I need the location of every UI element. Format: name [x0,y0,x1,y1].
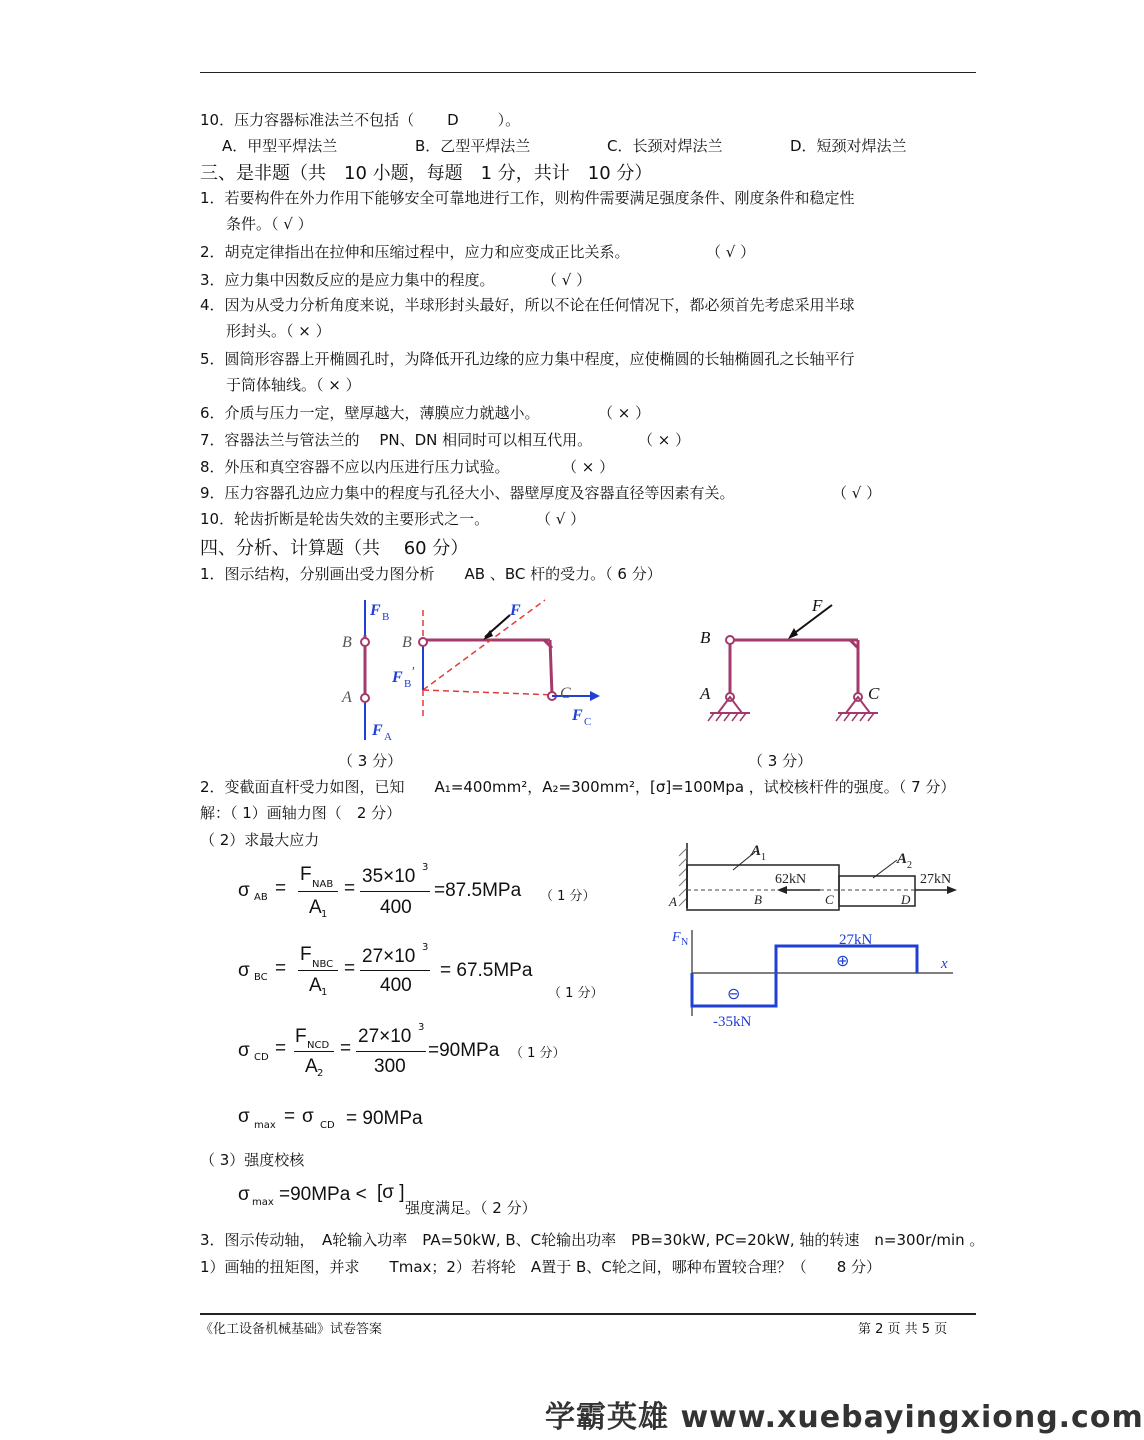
formula-max-sigma: σ [238,1106,250,1127]
fig2-label-fn: F [672,930,681,945]
fig1-label-fa-sub: A [384,731,392,743]
formula-ab-result: =87.5MPa [434,880,522,901]
tf-item-10-mark: （ √ ） [536,510,586,528]
tf-item-2-mark: （ √ ） [706,243,756,261]
q10-stem [200,109,520,130]
q3-line1: 3．图示传动轴， A轮输入功率 PA=50kW, B、C轮输出功率 PB=30kW, PC=20kW, 轴的转速 n=300r/min 。 [200,1231,985,1249]
fig2-minus-sign: ⊖ [727,984,741,1003]
fig2-diagram [665,838,975,1033]
fig1r-label-b: B [700,628,711,647]
q10-option-d: D．短颈对焊法兰 [790,137,907,155]
fig2-label-27kn: 27kN [920,872,952,887]
tf-item-6-mark: （ × ） [598,404,651,422]
q2-step3: （ 3）强度校核 [200,1151,305,1169]
fig2-label-a1: A [751,843,762,859]
tf-item-7-mark: （ × ） [638,431,691,449]
footer-rule [200,1313,976,1315]
watermark: 学霸英雄 www.xuebayingxiong.com [545,1400,1144,1435]
footer-left: 《化工设备机械基础》试卷答案 [200,1322,383,1337]
tf-item-7: 7．容器法兰与管法兰的 PN、DN 相同时可以相互代用。 [200,431,593,449]
fig2-label-a2: A [897,851,908,867]
q2-step2: （ 2）求最大应力 [200,831,320,849]
section4-title: 四、分析、计算题（共 60 分） [200,538,469,559]
formula-bc-num: F [300,944,312,965]
formula-ab-num2: 35×10 [362,866,416,887]
fig1-label-b2: B [402,634,412,651]
q3-line2: 1）画轴的扭矩图，并求 Tmax；2）若将轮 A置于 B、C轮之间，哪种布置较合理？（ 8 分） [200,1258,882,1276]
fig2-label-fn-sub: N [681,937,689,948]
formula-bc-score: （ 1 分） [548,986,604,1001]
formula-max-result: = 90MPa [346,1108,423,1129]
fig1-label-fbp: F [392,669,403,686]
fig2-label-neg: -35kN [713,1014,752,1030]
q1-score-right: （ 3 分） [748,752,813,770]
formula-ab-sub: AB [254,892,268,903]
tf-item-5-line2: 于筒体轴线。（ × ） [226,376,361,394]
q10-option-c: C．长颈对焊法兰 [607,137,723,155]
tf-item-1-line1: 1．若要构件在外力作用下能够安全可靠地进行工作，则构件需要满足强度条件、刚度条件和稳定性 [200,189,855,207]
section3-title: 三、是非题（共 10 小题，每题 1 分，共计 10 分） [200,163,653,184]
fig2-label-a: A [669,894,677,909]
fig1-label-fb: F [370,602,381,619]
fig1r-label-f: F [812,596,823,615]
formula-bc-den-sub: 1 [321,987,328,998]
formula-max-sigma2: σ [302,1106,314,1127]
formula-bc-den: A [309,975,322,996]
fig1r-label-c: C [868,684,880,703]
tf-item-3: 3．应力集中因数反应的是应力集中的程度。 [200,271,495,289]
formula-cd-den: A [305,1056,318,1077]
q1-text: 1．图示结构，分别画出受力图分析 AB 、BC 杆的受力。（ 6 分） [200,565,662,583]
footer-right: 第 2 页 共 5 页 [858,1322,948,1337]
q10-stem-text: 10．压力容器标准法兰不包括（ [200,111,415,129]
tf-item-8: 8．外压和真空容器不应以内压进行压力试验。 [200,458,510,476]
fig2-label-a2-sub: 2 [907,860,912,871]
fig1-label-fa: F [372,722,383,739]
formula-bc-den2: 400 [380,975,412,996]
q2-step1: 解：（ 1）画轴力图（ 2 分） [200,804,402,822]
fig1-label-fbp-sub: B [404,678,412,690]
formula-cd-den-sub: 2 [317,1068,324,1079]
formula-check-sub: max [252,1197,274,1208]
formula-bc-sub: BC [254,972,268,983]
fig1-label-a: A [342,689,352,706]
formula-cd-num2: 27×10 [358,1026,412,1047]
fig1-label-fc: F [572,707,583,724]
fig1-label-b: B [342,634,352,651]
formula-bc-num2: 27×10 [362,946,416,967]
q10-answer: D [447,111,459,129]
formula-max-rhs-sub: CD [320,1120,335,1131]
q10-close: ）。 [497,111,521,129]
tf-item-9: 9．压力容器孔边应力集中的程度与孔径大小、器壁厚度及容器直径等因素有关。 [200,484,735,502]
formula-cd-sub: CD [254,1052,269,1063]
formula-ab-den: A [309,897,322,918]
formula-cd-sigma: σ [238,1040,250,1061]
formula-max-lhs-sub: max [254,1120,276,1131]
formula-check-bracket: [σ ] [377,1182,405,1203]
fig1-label-c: C [560,685,571,702]
fig1-label-fc-sub: C [584,716,592,728]
formula-check-sigma: σ [238,1184,250,1205]
formula-cd-score: （ 1 分） [510,1046,566,1061]
fig1-label-fbp-prime: ′ [412,665,416,680]
tf-item-6: 6．介质与压力一定，壁厚越大，薄膜应力就越小。 [200,404,540,422]
formula-ab-den2: 400 [380,897,412,918]
formula-bc-sigma: σ [238,960,250,981]
formula-bc-num-sub: NBC [312,959,334,970]
tf-item-3-mark: （ √ ） [542,271,592,289]
formula-bc-result: = 67.5MPa [440,960,533,981]
fig1r-label-a: A [700,684,711,703]
formula-cd-num: F [295,1026,307,1047]
formula-ab-den-sub: 1 [321,909,328,920]
formula-ab-sigma: σ [238,880,250,901]
fig1-label-f: F [510,602,521,619]
formula-cd-exp: 3 [418,1022,425,1033]
tf-item-9-mark: （ √ ） [832,484,882,502]
formula-cd-den2: 300 [374,1056,406,1077]
header-rule [200,72,976,73]
fig2-label-62kn: 62kN [775,872,807,887]
q10-option-a: A．甲型平焊法兰 [222,137,338,155]
formula-cd-result: =90MPa [428,1040,500,1061]
tf-item-4-line1: 4．因为从受力分析角度来说，半球形封头最好，所以不论在任何情况下，都必须首先考虑采用半球 [200,296,855,314]
tf-item-2: 2．胡克定律指出在拉伸和压缩过程中，应力和应变成正比关系。 [200,243,630,261]
formula-bc-exp: 3 [422,942,429,953]
fig2-label-x: x [941,956,948,972]
fig1-left-diagram [330,590,620,750]
fig2-plus-sign: ⊕ [836,951,850,970]
q10-option-b: B．乙型平焊法兰 [415,137,531,155]
formula-check-result: =90MPa < [279,1184,367,1205]
fig2-label-pos: 27kN [839,932,873,948]
tf-item-5-line1: 5．圆筒形容器上开椭圆孔时，为降低开孔边缘的应力集中程度，应使椭圆的长轴椭圆孔之长轴平行 [200,350,855,368]
q2-text: 2．变截面直杆受力如图，已知 A₁=400mm²，A₂=300mm²，[σ]=100Mpa ，试校核杆件的强度。（ 7 分） [200,778,956,796]
formula-check-tail: 强度满足。（ 2 分） [405,1199,537,1217]
formula-cd-num-sub: NCD [307,1040,330,1051]
q1-score-left: （ 3 分） [338,752,403,770]
fig2-label-b: B [754,892,762,907]
formula-ab-num-sub: NAB [312,879,334,890]
tf-item-4-line2: 形封头。（ × ） [226,322,331,340]
fig1-right-diagram [690,595,890,730]
fig2-label-d: D [901,892,911,907]
fig2-label-a1-sub: 1 [761,852,766,863]
formula-ab-num: F [300,864,312,885]
tf-item-10: 10．轮齿折断是轮齿失效的主要形式之一。 [200,510,490,528]
fig2-label-c: C [825,892,834,907]
tf-item-1-line2: 条件。（ √ ） [226,215,313,233]
formula-ab-exp: 3 [422,862,429,873]
fig1-label-fb-sub: B [382,611,390,623]
formula-ab-score: （ 1 分） [540,889,596,904]
tf-item-8-mark: （ × ） [562,458,615,476]
